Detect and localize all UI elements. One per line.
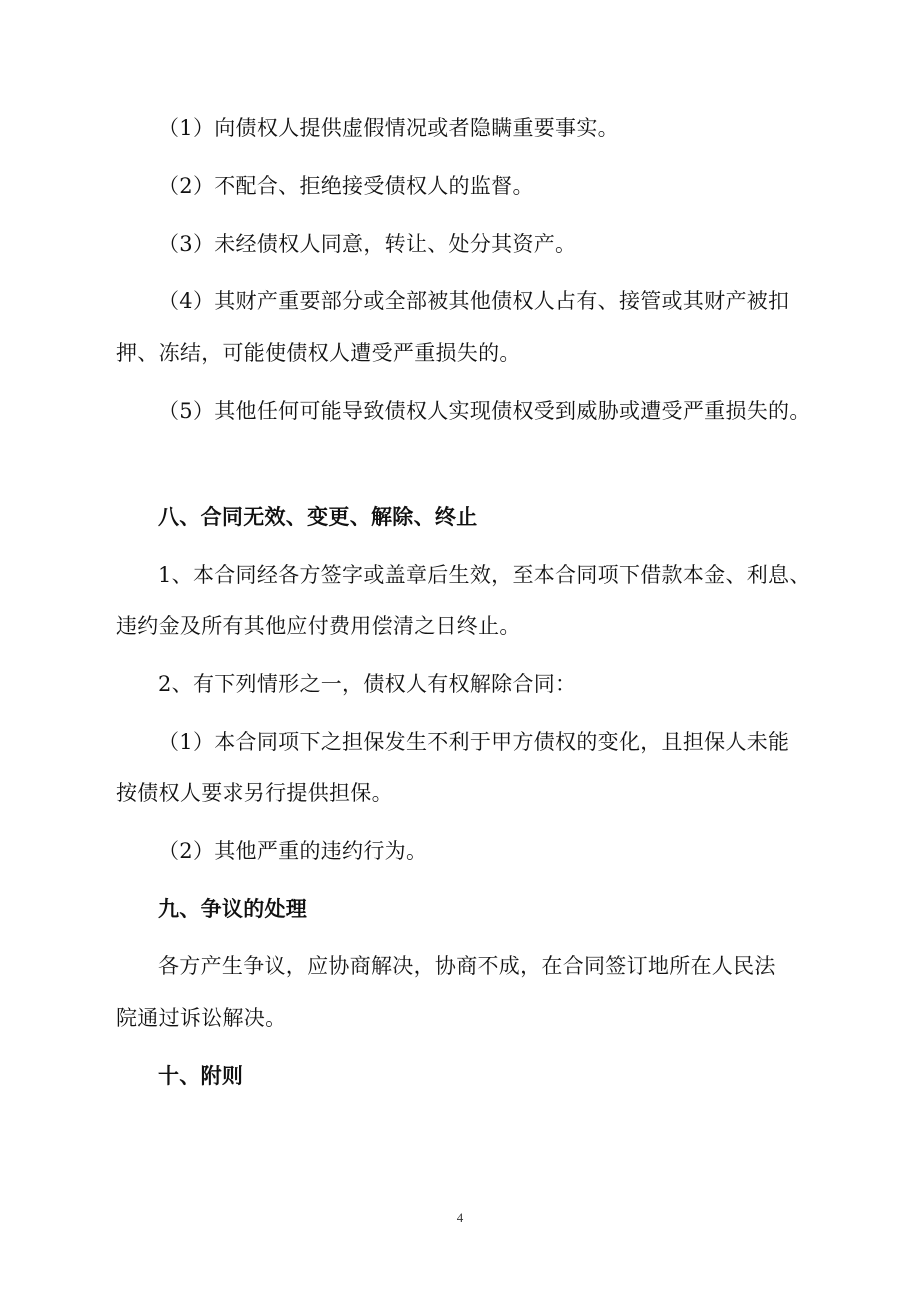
section9-body-line2: 院通过诉讼解决。 <box>116 1006 287 1030</box>
section8-item1-line2: 按债权人要求另行提供担保。 <box>116 781 393 805</box>
section8-heading: 八、合同无效、变更、解除、终止 <box>158 505 478 529</box>
section8-clause1-line2: 违约金及所有其他应付费用偿清之日终止。 <box>116 614 521 638</box>
section9-body-line1: 各方产生争议，应协商解决，协商不成，在合同签订地所在人民法 <box>158 954 776 978</box>
section9-heading: 九、争议的处理 <box>158 897 308 921</box>
section8-item2: （2）其他严重的违约行为。 <box>158 839 428 863</box>
section8-item1-line1: （1）本合同项下之担保发生不利于甲方债权的变化，且担保人未能 <box>158 730 790 754</box>
section10-heading: 十、附则 <box>158 1064 244 1088</box>
page-number: 4 <box>456 1210 464 1225</box>
section8-clause1-line1: 1、本合同经各方签字或盖章后生效，至本合同项下借款本金、利息、 <box>158 563 811 587</box>
section7-item-4-line1: （4）其财产重要部分或全部被其他债权人占有、接管或其财产被扣 <box>158 289 790 313</box>
section7-item-5: （5）其他任何可能导致债权人实现债权受到威胁或遭受严重损失的。 <box>158 399 811 423</box>
section7-item-2: （2）不配合、拒绝接受债权人的监督。 <box>158 174 534 198</box>
section7-item-4-line2: 押、冻结，可能使债权人遭受严重损失的。 <box>116 341 521 365</box>
section7-item-3: （3）未经债权人同意，转让、处分其资产。 <box>158 232 577 256</box>
section8-clause2: 2、有下列情形之一，债权人有权解除合同： <box>158 672 577 696</box>
section7-item-1: （1）向债权人提供虚假情况或者隐瞒重要事实。 <box>158 116 619 140</box>
